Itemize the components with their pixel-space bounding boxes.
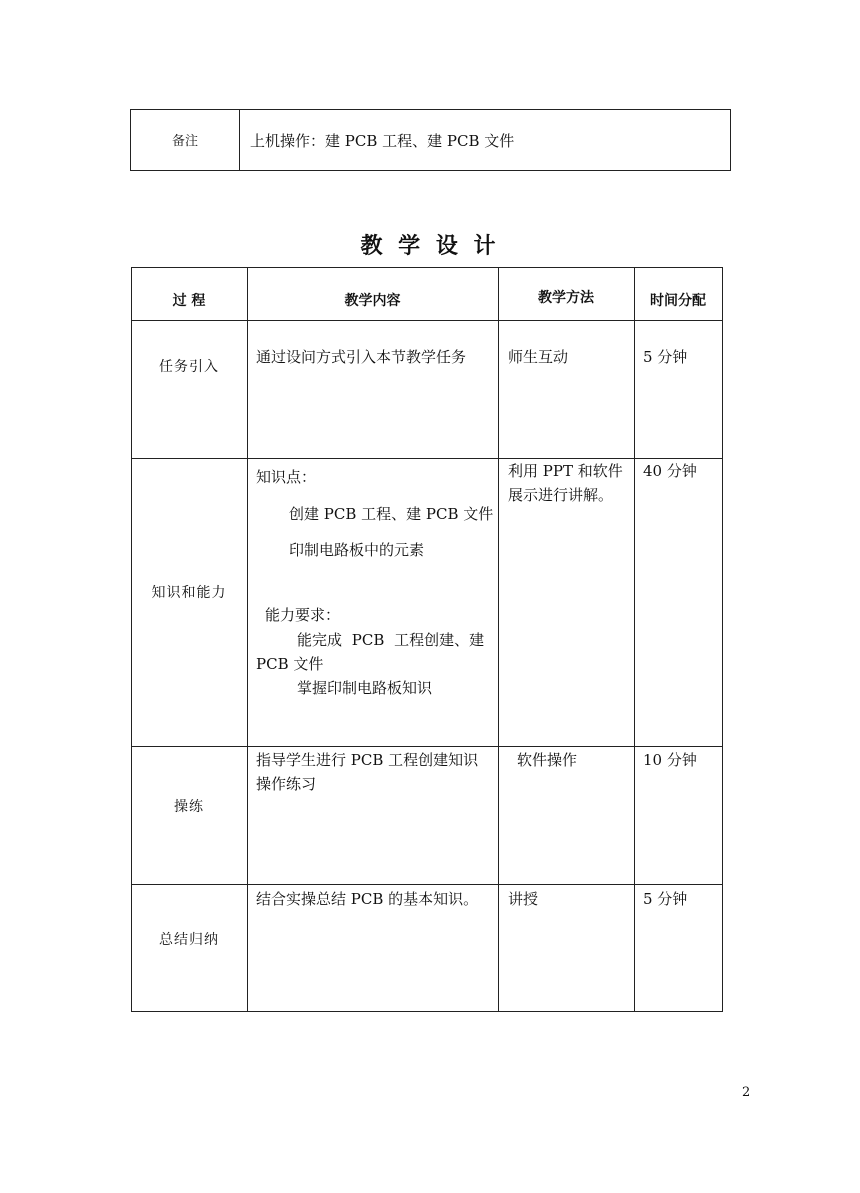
row-time: 5 分钟 bbox=[643, 890, 688, 908]
page-number: 2 bbox=[742, 1085, 751, 1100]
header-process: 过 程 bbox=[172, 293, 206, 309]
row-method: 利用 PPT 和软件 bbox=[508, 462, 623, 480]
row-method: 软件操作 bbox=[517, 751, 578, 769]
notes-label: 备注 bbox=[171, 134, 198, 149]
row-method: 展示进行讲解。 bbox=[508, 486, 614, 504]
row-content: 通过设问方式引入本节教学任务 bbox=[256, 348, 467, 366]
header-method: 教学方法 bbox=[538, 290, 594, 306]
ability-item: 能完成 PCB 工程创建、建 bbox=[297, 631, 485, 649]
row-method: 师生互动 bbox=[508, 348, 569, 366]
header-content: 教学内容 bbox=[344, 293, 401, 309]
ability-item-cont: PCB 文件 bbox=[256, 655, 324, 673]
row-process: 操练 bbox=[174, 799, 204, 815]
page-title: 教 学 设 计 bbox=[360, 233, 500, 259]
row-process: 总结归纳 bbox=[159, 932, 219, 948]
row-content: 指导学生进行 PCB 工程创建知识 bbox=[256, 751, 479, 769]
knowledge-item: 创建 PCB 工程、建 PCB 文件 bbox=[289, 505, 494, 523]
notes-text: 上机操作：建 PCB 工程、建 PCB 文件 bbox=[250, 132, 515, 150]
ability-label: 能力要求： bbox=[265, 606, 341, 624]
row-time: 40 分钟 bbox=[643, 462, 697, 480]
knowledge-item: 印制电路板中的元素 bbox=[289, 541, 425, 559]
row-method: 讲授 bbox=[508, 890, 539, 908]
header-time: 时间分配 bbox=[650, 293, 706, 309]
row-content: 结合实操总结 PCB 的基本知识。 bbox=[256, 890, 479, 908]
ability-item: 掌握印制电路板知识 bbox=[297, 679, 433, 697]
row-time: 10 分钟 bbox=[643, 751, 697, 769]
knowledge-label: 知识点： bbox=[256, 468, 317, 486]
row-process: 任务引入 bbox=[159, 359, 219, 375]
row-time: 5 分钟 bbox=[643, 348, 688, 366]
row-process: 知识和能力 bbox=[151, 585, 227, 601]
row-content: 操作练习 bbox=[256, 775, 317, 793]
